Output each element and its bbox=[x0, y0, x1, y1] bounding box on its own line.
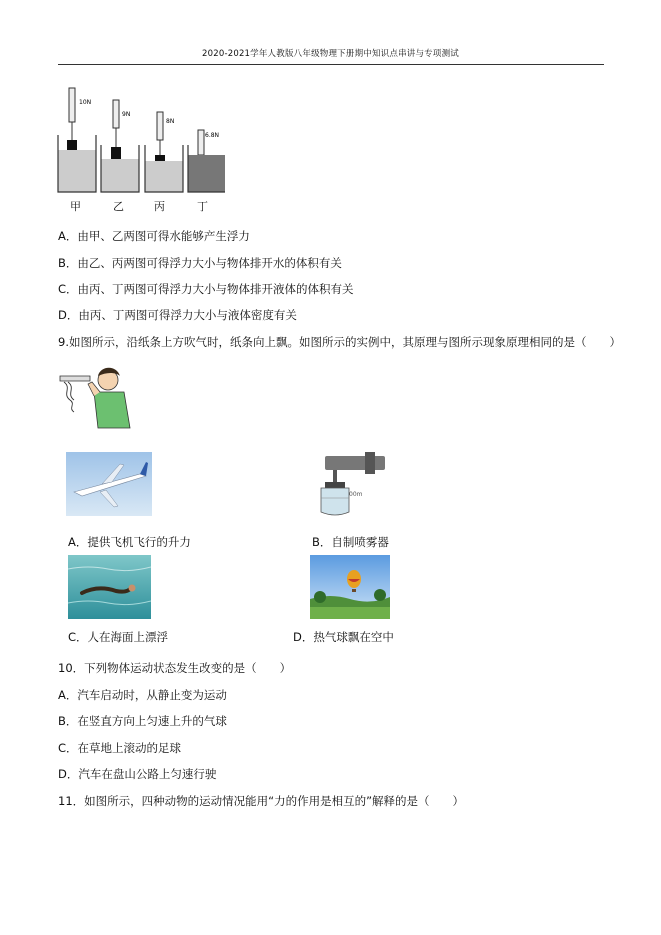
reading-yi: 9N bbox=[122, 111, 131, 118]
q9-stem: 9.如图所示，沿纸条上方吹气时，纸条向上飘。如图所示的实例中，其原理与图所示现象原理相同的是（ ） bbox=[58, 335, 621, 349]
label-bing: 丙 bbox=[154, 200, 165, 213]
q10-option-b: B．在竖直方向上匀速上升的气球 bbox=[58, 714, 227, 728]
beaker-ding bbox=[188, 130, 225, 192]
q8-option-a: A．由甲、乙两图可得水能够产生浮力 bbox=[58, 229, 250, 243]
label-yi: 乙 bbox=[113, 200, 124, 213]
label-ding: 丁 bbox=[197, 200, 208, 213]
sea-floating-image bbox=[68, 555, 151, 619]
buoyancy-experiment-figure bbox=[55, 85, 225, 215]
page-header: 2020-2021学年人教版八年级物理下册期中知识点串讲与专项测试 bbox=[202, 49, 459, 59]
q9-option-b: B．自制喷雾器 bbox=[312, 535, 389, 549]
q10-option-c: C．在草地上滚动的足球 bbox=[58, 741, 182, 755]
sprayer-watermark: 00m bbox=[349, 491, 363, 498]
reading-bing: 8N bbox=[166, 118, 175, 125]
q10-option-a: A．汽车启动时，从静止变为运动 bbox=[58, 688, 227, 702]
blowing-paper-figure bbox=[58, 362, 133, 430]
airplane-image bbox=[66, 452, 152, 516]
header-rule bbox=[58, 64, 604, 65]
q8-option-d: D．由丙、丁两图可得浮力大小与液体密度有关 bbox=[58, 308, 297, 322]
q9-option-c: C．人在海面上漂浮 bbox=[68, 630, 169, 644]
reading-jia: 10N bbox=[79, 99, 92, 106]
hot-air-balloon-image bbox=[310, 555, 390, 619]
reading-ding: 6.8N bbox=[205, 132, 220, 139]
q9-option-a: A．提供飞机飞行的升力 bbox=[68, 535, 191, 549]
q10-stem: 10．下列物体运动状态发生改变的是（ ） bbox=[58, 661, 292, 675]
label-jia: 甲 bbox=[70, 200, 81, 213]
q8-option-b: B．由乙、丙两图可得浮力大小与物体排开水的体积有关 bbox=[58, 256, 342, 270]
beaker-yi bbox=[101, 100, 139, 192]
q10-option-d: D．汽车在盘山公路上匀速行驶 bbox=[58, 767, 217, 781]
q11-stem: 11．如图所示，四种动物的运动情况能用“力的作用是相互的”解释的是（ ） bbox=[58, 794, 465, 808]
q9-option-d: D．热气球飘在空中 bbox=[293, 630, 394, 644]
beaker-bing bbox=[145, 112, 183, 192]
sprayer-image bbox=[315, 452, 391, 516]
q8-option-c: C．由丙、丁两图可得浮力大小与物体排开液体的体积有关 bbox=[58, 282, 354, 296]
